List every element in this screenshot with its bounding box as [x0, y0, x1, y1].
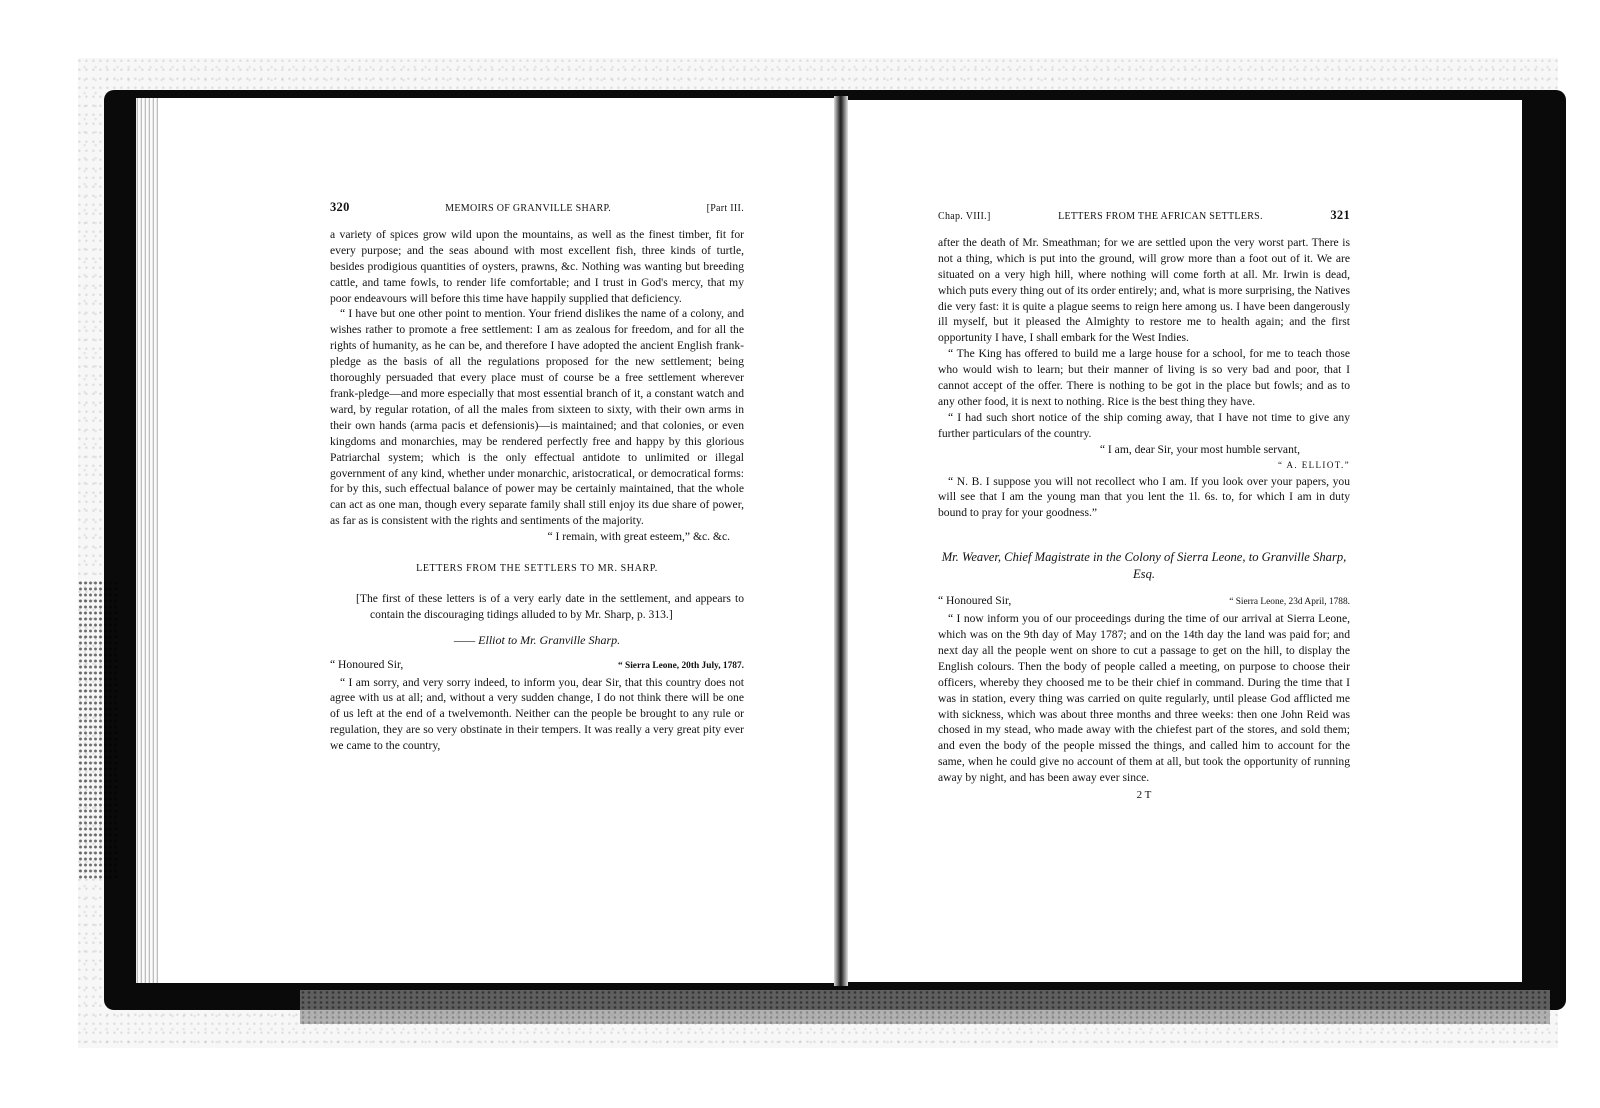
page-edges: [136, 98, 160, 983]
page-number: 321: [1330, 208, 1350, 222]
signature: “ A. ELLIOT.”: [1277, 459, 1350, 470]
dateline: “ Sierra Leone, 23d April, 1788.: [1229, 597, 1350, 608]
chapter-label: Chap. VIII.]: [938, 211, 991, 222]
salutation-row: [330, 657, 744, 675]
dateline: “ Sierra Leone, 20th July, 1787.: [617, 660, 744, 671]
letter-heading: Mr. Weaver, Chief Magistrate in the Colony of Sierra Leone, to Granville Sharp, Esq.: [941, 550, 1347, 582]
letter-closing: “ I am, dear Sir, your most humble servant,: [1099, 442, 1300, 456]
letter-closing: “ I remain, with great esteem,” &c. &c.: [547, 530, 730, 544]
book-gutter: [834, 96, 848, 986]
scan-smudge-bottom: [300, 990, 1550, 1024]
paragraph: after the death of Mr. Smeathman; for we are settled upon the very worst part. There is not a thing, which is put into the ground, will grow more than a foot out of it. We are situated on a very high hill, where nothing will come forth at all. Mr. Irwin is dead, which puts every thing out of its order entirely; and, what is more surprising, the Natives die very fast: it is quite a plague seems to reign here among us. I have been dangerously ill myself, but it pleased the Almighty to restore me to health again; and the first opportunity I have, I shall embark for the West Indies.: [938, 235, 1350, 345]
paragraph: “ I have but one other point to mention. Your friend dislikes the name of a colony, and wishes rather to promote a free settlement: I am as zealous for freedom, and for all the rights of humanity, as he can be, and therefore I have adopted the ancient English frank-pledge as the basis of all the regulations proposed for the new settlement; being thoroughly persuaded that every place must of course be a free settlement wherever frank-pledge—and more especially that most essential branch of it, a constant watch and ward, by regular rotation, of all the males from sixteen to sixty, with their own arms in their own hands (arma pacis et defensionis)—is maintained; and that colonies, or even kingdoms and monarchies, may be rendered perfectly free and happy by this glorious Patriarchal system; which is the only effectual antidote to unlimited or illegal government of any kind, whether under monarchic, aristocratical, or democratical forms: for by this, such effectual balance of power may be certainly maintained, that the whole can act as one man, though every separate family shall still enjoy its due share of power, as far as is consistent with the rights and sentiments of the majority.: [330, 307, 744, 528]
signature-mark: 2 T: [1136, 789, 1152, 802]
paragraph: “ N. B. I suppose you will not recollect who I am. If you look over your papers, you will see that I am the young man that you lent the 1l. 6s. to, for which I am in duty bound to pray for your goodness.”: [938, 474, 1350, 520]
paragraph: “ I now inform you of our proceedings during the time of our arrival at Sierra Leone, which was on the 9th day of May 1787; and on the 14th day the land was paid for; and next day all the people went on shore to cut a passage to get on the hill, to display the English colours. Then the body of people called a meeting, on purpose to choose their officers, whereby they choosed me to be their chief in command. During the time that I was in station, every thing was carried on quite regularly, until please God afflicted me with sickness, which was about three months and three weeks: then one John Reid was chosed in my stead, who made away with the chiefest part of the stores, and sold them; and even the body of the people missed the things, and called him to account for the same, when he could give no account of them at all, but took the opportunity of running away by night, and has been away ever since.: [938, 612, 1350, 785]
left-running-head: [330, 200, 744, 217]
right-page-text: [938, 208, 1350, 804]
left-page-text: [330, 200, 744, 754]
paragraph: “ I am sorry, and very sorry indeed, to inform you, dear Sir, that this country does not agree with us at all; and, without a very sudden change, I do not think there will be one of us left at the end of a twelvemonth. Neither can the people be brought to any rule or regulation, they are so very obstinate in their tempers. It was really a very great pity ever we came to the country,: [330, 675, 744, 753]
page-number: 320: [330, 200, 350, 214]
right-running-head: [938, 208, 1350, 225]
paragraph: a variety of spices grow wild upon the mountains, as well as the finest timber, fit for every purpose; and the seas abound with most excellent fish, three kinds of turtle, besides prodigious quantities of oysters, prawns, &c. Nothing was wanting but breeding cattle, and tame fowls, to render life comfortable; and I trust in God's mercy, that my poor endeavours will before this time have happily supplied that deficiency.: [330, 227, 744, 305]
scan-smudge-left: [78, 580, 118, 880]
letter-heading: —— Elliot to Mr. Granville Sharp.: [453, 632, 621, 647]
running-title: MEMOIRS OF GRANVILLE SHARP.: [445, 203, 612, 214]
salutation: “ Honoured Sir,: [330, 657, 404, 671]
salutation: “ Honoured Sir,: [938, 594, 1012, 608]
part-label: [Part III.: [706, 203, 744, 214]
paragraph: “ The King has offered to build me a large house for a school, for me to teach those who would wish to learn; but their manner of living is so very bad and poor, that I cannot accept of the offer. There is nothing to be got in the place but fowls; and as to any other food, it is next to nothing. Rice is the best thing they have.: [938, 347, 1350, 408]
salutation-row: [938, 593, 1350, 611]
paragraph: “ I had such short notice of the ship coming away, that I have not time to give any further particulars of the country.: [938, 410, 1350, 440]
section-heading: LETTERS FROM THE SETTLERS TO MR. SHARP.: [416, 563, 658, 575]
editorial-note: [The first of these letters is of a very early date in the settlement, and appears to contain the discouraging tidings alluded to by Mr. Sharp, p. 313.]: [356, 591, 744, 621]
running-title: LETTERS FROM THE AFRICAN SETTLERS.: [1058, 211, 1263, 222]
